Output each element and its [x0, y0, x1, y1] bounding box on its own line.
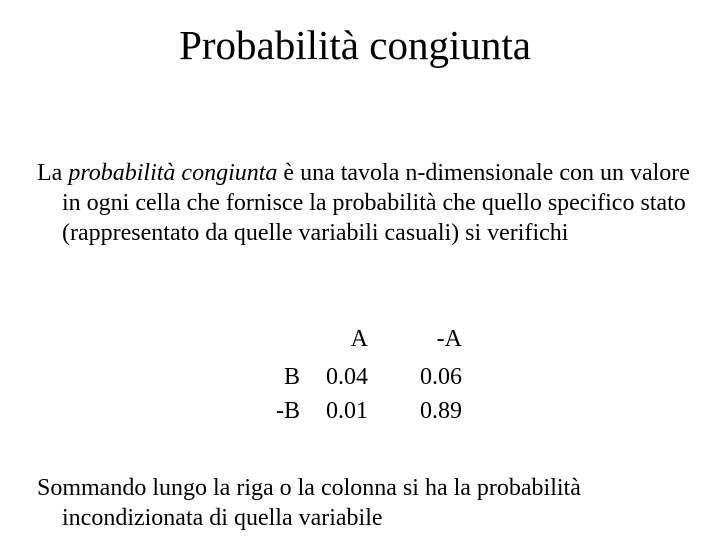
col-header-a: A [350, 326, 368, 352]
definition-term: probabilità congiunta [68, 160, 278, 186]
cell-b-a: 0.04 [326, 364, 368, 390]
definition-prefix: La [37, 160, 69, 186]
marginal-note-paragraph: Sommando lungo la riga o la colonna si ha la probabilità incondizionata di quella variabile [37, 475, 581, 531]
col-header-not-a: -A [436, 326, 462, 352]
row-header-b: B [283, 364, 300, 390]
cell-not-b-not-a: 0.89 [420, 398, 462, 424]
cell-not-b-a: 0.01 [326, 398, 368, 424]
slide-title: Probabilità congiunta [179, 22, 531, 68]
definition-rest: è una tavola n-dimensionale con un valore in ogni cella che fornisce la probabilità che quello specifico stato (rappresentato da quelle variabili casuali) si verifichi [62, 160, 690, 246]
row-header-not-b: -B [276, 398, 300, 424]
definition-paragraph [37, 158, 697, 248]
cell-b-not-a: 0.06 [420, 364, 462, 390]
